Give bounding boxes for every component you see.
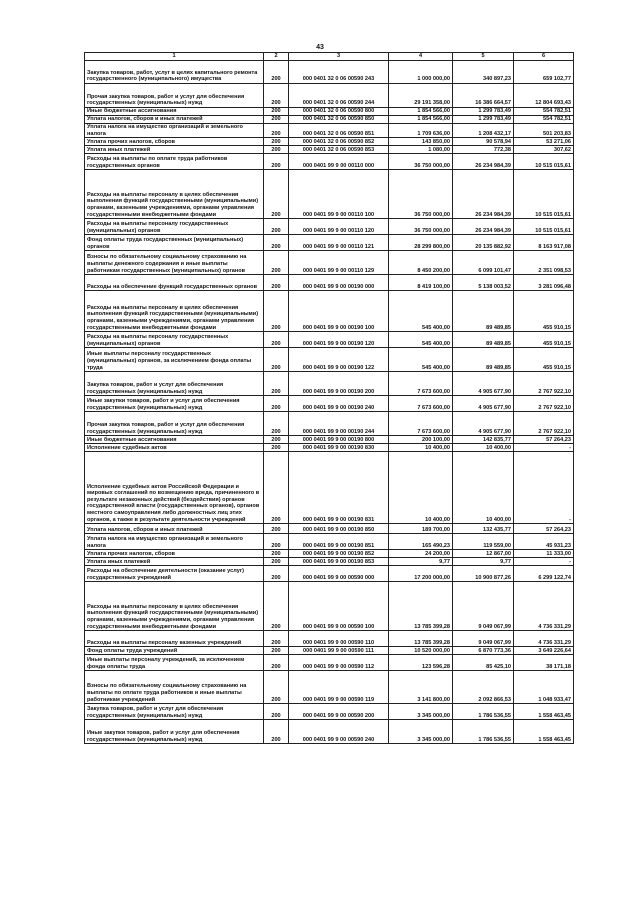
executed-amount-cell: 5 138 003,52 bbox=[453, 275, 514, 291]
executed-amount-cell: 6 870 773,36 bbox=[453, 647, 514, 655]
approved-amount-cell: 545 400,00 bbox=[389, 332, 453, 348]
line-code-cell: 200 bbox=[264, 412, 289, 436]
table-row bbox=[85, 444, 574, 452]
table-row bbox=[85, 154, 574, 170]
executed-amount-cell: 20 135 882,92 bbox=[453, 235, 514, 251]
unexecuted-amount-cell: 10 515 015,61 bbox=[514, 154, 574, 170]
expense-name-cell: Расходы на обеспечение деятельности (оказание услуг) государственных учреждений bbox=[85, 566, 264, 582]
executed-amount-cell: 9 049 067,99 bbox=[453, 582, 514, 631]
approved-amount-cell: 165 490,23 bbox=[389, 534, 453, 550]
classification-code-cell: 000 0401 99 9 00 00590 000 bbox=[289, 566, 389, 582]
executed-amount-cell: 16 386 664,57 bbox=[453, 84, 514, 108]
classification-code-cell: 000 0401 32 0 06 00590 850 bbox=[289, 116, 389, 124]
expense-name-cell: Иные бюджетные ассигнования bbox=[85, 108, 264, 116]
expense-name-cell: Уплата иных платежей bbox=[85, 558, 264, 566]
executed-amount-cell: 89 489,85 bbox=[453, 348, 514, 372]
unexecuted-amount-cell: 2 767 922,10 bbox=[514, 396, 574, 412]
expense-name-cell: Расходы на выплаты персоналу в целях обеспечения выполнения функций государственными (муниципальными) органами, казенными учреждениями, органами управления государственными внебюджетными фондами bbox=[85, 170, 264, 219]
table-row bbox=[85, 452, 574, 524]
classification-code-cell: 000 0401 99 9 00 00590 240 bbox=[289, 720, 389, 744]
column-header: 6 bbox=[514, 53, 574, 61]
executed-amount-cell: 4 905 677,90 bbox=[453, 412, 514, 436]
column-header: 1 bbox=[85, 53, 264, 61]
line-code-cell: 200 bbox=[264, 154, 289, 170]
unexecuted-amount-cell: - bbox=[514, 444, 574, 452]
classification-code-cell: 000 0401 99 9 00 00190 244 bbox=[289, 412, 389, 436]
expense-name-cell: Прочая закупка товаров, работ и услуг для обеспечения государственных (муниципальных) нужд bbox=[85, 84, 264, 108]
table-row bbox=[85, 396, 574, 412]
classification-code-cell: 000 0401 99 9 00 00110 120 bbox=[289, 219, 389, 235]
expense-name-cell: Взносы по обязательному социальному страхованию на выплаты по оплате труда работников и иные выплаты работникам учреждений bbox=[85, 671, 264, 704]
table-row bbox=[85, 631, 574, 647]
classification-code-cell: 000 0401 99 9 00 00190 831 bbox=[289, 452, 389, 524]
column-header: 3 bbox=[289, 53, 389, 61]
executed-amount-cell: 85 425,10 bbox=[453, 655, 514, 671]
executed-amount-cell: 10 900 877,26 bbox=[453, 566, 514, 582]
expense-name-cell: Иные закупки товаров, работ и услуг для обеспечения государственных (муниципальных) нужд bbox=[85, 396, 264, 412]
table-row bbox=[85, 671, 574, 704]
approved-amount-cell: 3 141 800,00 bbox=[389, 671, 453, 704]
executed-amount-cell: 10 400,00 bbox=[453, 452, 514, 524]
expense-name-cell: Иные закупки товаров, работ и услуг для обеспечения государственных (муниципальных) нужд bbox=[85, 720, 264, 744]
expense-name-cell: Фонд оплаты труда учреждений bbox=[85, 647, 264, 655]
unexecuted-amount-cell: 4 736 331,29 bbox=[514, 631, 574, 647]
executed-amount-cell: 89 489,85 bbox=[453, 291, 514, 332]
table-row bbox=[85, 534, 574, 550]
unexecuted-amount-cell: 3 281 096,48 bbox=[514, 275, 574, 291]
line-code-cell: 200 bbox=[264, 372, 289, 396]
approved-amount-cell: 545 400,00 bbox=[389, 291, 453, 332]
table-row bbox=[85, 108, 574, 116]
executed-amount-cell: 4 905 677,90 bbox=[453, 372, 514, 396]
unexecuted-amount-cell: - bbox=[514, 452, 574, 524]
line-code-cell: 200 bbox=[264, 704, 289, 720]
approved-amount-cell: 13 785 399,28 bbox=[389, 582, 453, 631]
classification-code-cell: 000 0401 99 9 00 00590 111 bbox=[289, 647, 389, 655]
expense-name-cell: Расходы на выплаты персоналу в целях обеспечения выполнения функций государственными (муниципальными) органами, казенными учреждениями, органами управления государственными внебюджетными фондами bbox=[85, 291, 264, 332]
line-code-cell: 200 bbox=[264, 84, 289, 108]
line-code-cell: 200 bbox=[264, 332, 289, 348]
expense-name-cell: Иные бюджетные ассигнования bbox=[85, 436, 264, 444]
classification-code-cell: 000 0401 99 9 00 00190 000 bbox=[289, 275, 389, 291]
classification-code-cell: 000 0401 99 9 00 00590 112 bbox=[289, 655, 389, 671]
table-row bbox=[85, 275, 574, 291]
budget-execution-table bbox=[84, 52, 574, 744]
approved-amount-cell: 9,77 bbox=[389, 558, 453, 566]
approved-amount-cell: 7 673 600,00 bbox=[389, 396, 453, 412]
table-row bbox=[85, 372, 574, 396]
executed-amount-cell: 26 234 984,39 bbox=[453, 219, 514, 235]
line-code-cell: 200 bbox=[264, 558, 289, 566]
line-code-cell: 200 bbox=[264, 534, 289, 550]
executed-amount-cell: 26 234 984,39 bbox=[453, 170, 514, 219]
executed-amount-cell: 1 299 783,49 bbox=[453, 116, 514, 124]
approved-amount-cell: 8 450 200,00 bbox=[389, 251, 453, 275]
line-code-cell: 200 bbox=[264, 647, 289, 655]
approved-amount-cell: 3 345 000,00 bbox=[389, 720, 453, 744]
classification-code-cell: 000 0401 99 9 00 00190 122 bbox=[289, 348, 389, 372]
table-row bbox=[85, 61, 574, 84]
unexecuted-amount-cell: 659 102,77 bbox=[514, 61, 574, 84]
expense-name-cell: Расходы на выплаты персоналу государственных (муниципальных) органов bbox=[85, 332, 264, 348]
line-code-cell: 200 bbox=[264, 170, 289, 219]
approved-amount-cell: 1 709 636,00 bbox=[389, 124, 453, 138]
unexecuted-amount-cell: 57 264,23 bbox=[514, 436, 574, 444]
expense-name-cell: Иные выплаты персоналу учреждений, за исключением фонда оплаты труда bbox=[85, 655, 264, 671]
approved-amount-cell: 1 080,00 bbox=[389, 146, 453, 154]
unexecuted-amount-cell: 12 804 693,43 bbox=[514, 84, 574, 108]
classification-code-cell: 000 0401 99 9 00 00190 850 bbox=[289, 524, 389, 534]
executed-amount-cell: 1 786 536,55 bbox=[453, 720, 514, 744]
table-row bbox=[85, 124, 574, 138]
executed-amount-cell: 9 049 067,99 bbox=[453, 631, 514, 647]
executed-amount-cell: 89 489,85 bbox=[453, 332, 514, 348]
classification-code-cell: 000 0401 32 0 06 00590 851 bbox=[289, 124, 389, 138]
executed-amount-cell: 6 099 101,47 bbox=[453, 251, 514, 275]
expense-name-cell: Уплата иных платежей bbox=[85, 146, 264, 154]
classification-code-cell: 000 0401 99 9 00 00590 119 bbox=[289, 671, 389, 704]
classification-code-cell: 000 0401 32 0 06 00590 800 bbox=[289, 108, 389, 116]
budget-table-body bbox=[85, 61, 574, 744]
approved-amount-cell: 8 419 100,00 bbox=[389, 275, 453, 291]
unexecuted-amount-cell: 6 299 122,74 bbox=[514, 566, 574, 582]
unexecuted-amount-cell: 2 767 922,10 bbox=[514, 372, 574, 396]
line-code-cell: 200 bbox=[264, 116, 289, 124]
executed-amount-cell: 2 092 866,53 bbox=[453, 671, 514, 704]
classification-code-cell: 000 0401 32 0 06 00590 244 bbox=[289, 84, 389, 108]
line-code-cell: 200 bbox=[264, 524, 289, 534]
expense-name-cell: Уплата налогов, сборов и иных платежей bbox=[85, 116, 264, 124]
line-code-cell: 200 bbox=[264, 61, 289, 84]
expense-name-cell: Прочая закупка товаров, работ и услуг для обеспечения государственных (муниципальных) нужд bbox=[85, 412, 264, 436]
executed-amount-cell: 9,77 bbox=[453, 558, 514, 566]
unexecuted-amount-cell: 57 264,23 bbox=[514, 524, 574, 534]
approved-amount-cell: 1 854 566,00 bbox=[389, 108, 453, 116]
expense-name-cell: Фонд оплаты труда государственных (муниципальных) органов bbox=[85, 235, 264, 251]
classification-code-cell: 000 0401 99 9 00 00190 240 bbox=[289, 396, 389, 412]
unexecuted-amount-cell: 307,62 bbox=[514, 146, 574, 154]
expense-name-cell: Закупка товаров, работ, услуг в целях капитального ремонта государственного (муниципального) имущества bbox=[85, 61, 264, 84]
line-code-cell: 200 bbox=[264, 251, 289, 275]
line-code-cell: 200 bbox=[264, 550, 289, 558]
approved-amount-cell: 143 850,00 bbox=[389, 138, 453, 146]
table-row bbox=[85, 332, 574, 348]
executed-amount-cell: 132 435,77 bbox=[453, 524, 514, 534]
line-code-cell: 200 bbox=[264, 631, 289, 647]
column-header: 5 bbox=[453, 53, 514, 61]
classification-code-cell: 000 0401 99 9 00 00190 200 bbox=[289, 372, 389, 396]
classification-code-cell: 000 0401 99 9 00 00590 200 bbox=[289, 704, 389, 720]
column-header: 4 bbox=[389, 53, 453, 61]
approved-amount-cell: 29 191 358,00 bbox=[389, 84, 453, 108]
unexecuted-amount-cell: 53 271,06 bbox=[514, 138, 574, 146]
approved-amount-cell: 36 750 000,00 bbox=[389, 154, 453, 170]
table-row bbox=[85, 235, 574, 251]
classification-code-cell: 000 0401 99 9 00 00590 100 bbox=[289, 582, 389, 631]
expense-name-cell: Иные выплаты персоналу государственных (муниципальных) органов, за исключением фонда оплаты труда bbox=[85, 348, 264, 372]
table-row bbox=[85, 170, 574, 219]
executed-amount-cell: 1 299 783,49 bbox=[453, 108, 514, 116]
classification-code-cell: 000 0401 99 9 00 00190 800 bbox=[289, 436, 389, 444]
line-code-cell: 200 bbox=[264, 671, 289, 704]
column-header: 2 bbox=[264, 53, 289, 61]
executed-amount-cell: 340 897,23 bbox=[453, 61, 514, 84]
line-code-cell: 200 bbox=[264, 436, 289, 444]
approved-amount-cell: 123 596,28 bbox=[389, 655, 453, 671]
approved-amount-cell: 7 673 600,00 bbox=[389, 372, 453, 396]
approved-amount-cell: 10 520 000,00 bbox=[389, 647, 453, 655]
approved-amount-cell: 3 345 000,00 bbox=[389, 704, 453, 720]
classification-code-cell: 000 0401 99 9 00 00110 121 bbox=[289, 235, 389, 251]
expense-name-cell: Закупка товаров, работ и услуг для обеспечения государственных (муниципальных) нужд bbox=[85, 704, 264, 720]
table-row bbox=[85, 251, 574, 275]
executed-amount-cell: 10 400,00 bbox=[453, 444, 514, 452]
unexecuted-amount-cell: 8 163 917,08 bbox=[514, 235, 574, 251]
expense-name-cell: Расходы на выплаты персоналу казенных учреждений bbox=[85, 631, 264, 647]
table-row bbox=[85, 655, 574, 671]
expense-name-cell: Уплата налога на имущество организаций и земельного налога bbox=[85, 124, 264, 138]
unexecuted-amount-cell: 45 931,23 bbox=[514, 534, 574, 550]
line-code-cell: 200 bbox=[264, 138, 289, 146]
expense-name-cell: Уплата прочих налогов, сборов bbox=[85, 550, 264, 558]
executed-amount-cell: 142 835,77 bbox=[453, 436, 514, 444]
unexecuted-amount-cell: 38 171,18 bbox=[514, 655, 574, 671]
table-row bbox=[85, 558, 574, 566]
approved-amount-cell: 7 673 600,00 bbox=[389, 412, 453, 436]
executed-amount-cell: 4 905 677,90 bbox=[453, 396, 514, 412]
expense-name-cell: Расходы на выплаты по оплате труда работников государственных органов bbox=[85, 154, 264, 170]
line-code-cell: 200 bbox=[264, 582, 289, 631]
line-code-cell: 200 bbox=[264, 108, 289, 116]
line-code-cell: 200 bbox=[264, 146, 289, 154]
unexecuted-amount-cell: - bbox=[514, 558, 574, 566]
expense-name-cell: Уплата прочих налогов, сборов bbox=[85, 138, 264, 146]
table-row bbox=[85, 647, 574, 655]
approved-amount-cell: 1 000 000,00 bbox=[389, 61, 453, 84]
line-code-cell: 200 bbox=[264, 452, 289, 524]
line-code-cell: 200 bbox=[264, 655, 289, 671]
expense-name-cell: Расходы на выплаты персоналу государственных (муниципальных) органов bbox=[85, 219, 264, 235]
unexecuted-amount-cell: 11 333,00 bbox=[514, 550, 574, 558]
table-row bbox=[85, 704, 574, 720]
classification-code-cell: 000 0401 99 9 00 00110 129 bbox=[289, 251, 389, 275]
classification-code-cell: 000 0401 99 9 00 00190 853 bbox=[289, 558, 389, 566]
table-row bbox=[85, 720, 574, 744]
unexecuted-amount-cell: 10 515 015,61 bbox=[514, 170, 574, 219]
approved-amount-cell: 36 750 000,00 bbox=[389, 170, 453, 219]
line-code-cell: 200 bbox=[264, 348, 289, 372]
table-row bbox=[85, 524, 574, 534]
unexecuted-amount-cell: 1 558 463,45 bbox=[514, 720, 574, 744]
table-row bbox=[85, 348, 574, 372]
line-code-cell: 200 bbox=[264, 291, 289, 332]
unexecuted-amount-cell: 3 649 226,64 bbox=[514, 647, 574, 655]
line-code-cell: 200 bbox=[264, 396, 289, 412]
expense-name-cell: Исполнение судебных актов Российской Федерации и мировых соглашений по возмещению вреда, причиненного в результате незаконных действий (бездействия) органов государственной власти (государственных органов), органов местного самоуправления либо должностных лиц этих органов, а также в результате деятельности учреждений bbox=[85, 452, 264, 524]
executed-amount-cell: 772,38 bbox=[453, 146, 514, 154]
line-code-cell: 200 bbox=[264, 444, 289, 452]
approved-amount-cell: 200 100,00 bbox=[389, 436, 453, 444]
approved-amount-cell: 28 299 800,00 bbox=[389, 235, 453, 251]
approved-amount-cell: 17 200 000,00 bbox=[389, 566, 453, 582]
unexecuted-amount-cell: 455 910,15 bbox=[514, 291, 574, 332]
line-code-cell: 200 bbox=[264, 219, 289, 235]
expense-name-cell: Уплата налогов, сборов и иных платежей bbox=[85, 524, 264, 534]
approved-amount-cell: 36 750 000,00 bbox=[389, 219, 453, 235]
line-code-cell: 200 bbox=[264, 124, 289, 138]
approved-amount-cell: 10 400,00 bbox=[389, 452, 453, 524]
table-row bbox=[85, 291, 574, 332]
expense-name-cell: Расходы на обеспечение функций государственных органов bbox=[85, 275, 264, 291]
table-row bbox=[85, 84, 574, 108]
approved-amount-cell: 545 400,00 bbox=[389, 348, 453, 372]
table-row bbox=[85, 566, 574, 582]
executed-amount-cell: 12 867,00 bbox=[453, 550, 514, 558]
unexecuted-amount-cell: 1 048 933,47 bbox=[514, 671, 574, 704]
approved-amount-cell: 13 785 399,28 bbox=[389, 631, 453, 647]
classification-code-cell: 000 0401 99 9 00 00190 830 bbox=[289, 444, 389, 452]
unexecuted-amount-cell: 501 203,83 bbox=[514, 124, 574, 138]
table-row bbox=[85, 550, 574, 558]
table-row bbox=[85, 436, 574, 444]
classification-code-cell: 000 0401 99 9 00 00190 100 bbox=[289, 291, 389, 332]
line-code-cell: 200 bbox=[264, 235, 289, 251]
classification-code-cell: 000 0401 32 0 06 00590 853 bbox=[289, 146, 389, 154]
expense-name-cell: Взносы по обязательному социальному страхованию на выплаты денежного содержания и иные выплаты работникам государственных (муниципальных) органов bbox=[85, 251, 264, 275]
classification-code-cell: 000 0401 99 9 00 00190 851 bbox=[289, 534, 389, 550]
executed-amount-cell: 26 234 984,39 bbox=[453, 154, 514, 170]
classification-code-cell: 000 0401 32 0 06 00590 852 bbox=[289, 138, 389, 146]
executed-amount-cell: 1 208 432,17 bbox=[453, 124, 514, 138]
table-row bbox=[85, 219, 574, 235]
unexecuted-amount-cell: 1 558 463,45 bbox=[514, 704, 574, 720]
table-row bbox=[85, 116, 574, 124]
line-code-cell: 200 bbox=[264, 720, 289, 744]
expense-name-cell: Уплата налога на имущество организаций и земельного налога bbox=[85, 534, 264, 550]
page-number: 43 bbox=[316, 44, 324, 51]
unexecuted-amount-cell: 554 782,51 bbox=[514, 116, 574, 124]
classification-code-cell: 000 0401 99 9 00 00190 852 bbox=[289, 550, 389, 558]
approved-amount-cell: 1 854 566,00 bbox=[389, 116, 453, 124]
approved-amount-cell: 189 700,00 bbox=[389, 524, 453, 534]
expense-name-cell: Расходы на выплаты персоналу в целях обеспечения выполнения функций государственными (муниципальными) органами, казенными учреждениями, органами управления государственными внебюджетными фондами bbox=[85, 582, 264, 631]
unexecuted-amount-cell: 455 910,15 bbox=[514, 348, 574, 372]
line-code-cell: 200 bbox=[264, 566, 289, 582]
unexecuted-amount-cell: 455 910,15 bbox=[514, 332, 574, 348]
table-row bbox=[85, 582, 574, 631]
executed-amount-cell: 90 578,94 bbox=[453, 138, 514, 146]
unexecuted-amount-cell: 2 767 922,10 bbox=[514, 412, 574, 436]
classification-code-cell: 000 0401 32 0 06 00590 243 bbox=[289, 61, 389, 84]
unexecuted-amount-cell: 10 515 015,61 bbox=[514, 219, 574, 235]
unexecuted-amount-cell: 2 351 098,53 bbox=[514, 251, 574, 275]
table-row bbox=[85, 138, 574, 146]
unexecuted-amount-cell: 4 736 331,29 bbox=[514, 582, 574, 631]
executed-amount-cell: 1 786 536,55 bbox=[453, 704, 514, 720]
expense-name-cell: Закупка товаров, работ и услуг для обеспечения государственных (муниципальных) нужд bbox=[85, 372, 264, 396]
approved-amount-cell: 10 400,00 bbox=[389, 444, 453, 452]
approved-amount-cell: 24 200,00 bbox=[389, 550, 453, 558]
classification-code-cell: 000 0401 99 9 00 00590 110 bbox=[289, 631, 389, 647]
classification-code-cell: 000 0401 99 9 00 00190 120 bbox=[289, 332, 389, 348]
unexecuted-amount-cell: 554 782,51 bbox=[514, 108, 574, 116]
classification-code-cell: 000 0401 99 9 00 00110 100 bbox=[289, 170, 389, 219]
executed-amount-cell: 119 559,00 bbox=[453, 534, 514, 550]
classification-code-cell: 000 0401 99 9 00 00110 000 bbox=[289, 154, 389, 170]
line-code-cell: 200 bbox=[264, 275, 289, 291]
table-row bbox=[85, 146, 574, 154]
header-row bbox=[85, 53, 574, 61]
expense-name-cell: Исполнение судебных актов bbox=[85, 444, 264, 452]
table-row bbox=[85, 412, 574, 436]
